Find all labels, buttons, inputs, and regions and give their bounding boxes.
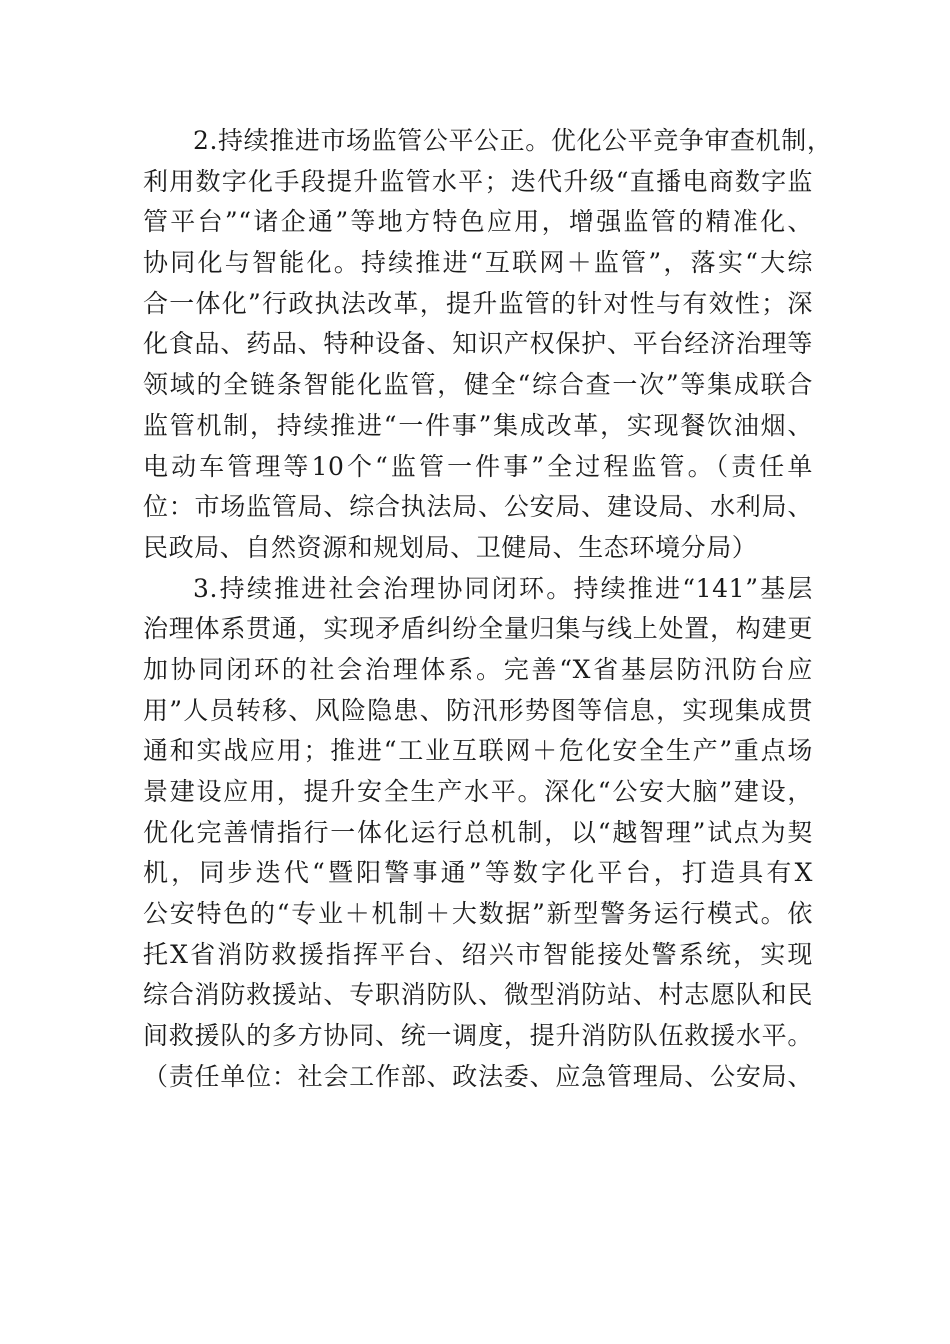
text-line: 电动车管理等10个“监管一件事”全过程监管。（责任单	[143, 451, 813, 481]
paragraph-social-governance	[143, 569, 813, 1098]
text-line: 用”人员转移、风险隐患、防汛形势图等信息，实现集成贯	[143, 695, 813, 725]
text-line: 民政局、自然资源和规划局、卫健局、生态环境分局）	[143, 532, 758, 562]
text-line: 间救援队的多方协同、统一调度，提升消防队伍救援水平。	[143, 1021, 813, 1051]
text-line: 监管机制，持续推进“一件事”集成改革，实现餐饮油烟、	[143, 410, 813, 440]
text-line: 公安特色的“专业＋机制＋大数据”新型警务运行模式。依	[143, 899, 813, 929]
text-line: 化食品、药品、特种设备、知识产权保护、平台经济治理等	[143, 329, 813, 359]
text-line: 优化完善情指行一体化运行总机制，以“越智理”试点为契	[143, 817, 813, 847]
text-line: 加协同闭环的社会治理体系。完善“X省基层防汛防台应	[143, 654, 813, 684]
text-line: 机，同步迭代“暨阳警事通”等数字化平台，打造具有X	[143, 858, 813, 888]
text-line: 综合消防救援站、专职消防队、微型消防站、村志愿队和民	[143, 980, 813, 1010]
text-line: 通和实战应用；推进“工业互联网＋危化安全生产”重点场	[143, 736, 813, 766]
text-line: 治理体系贯通，实现矛盾纠纷全量归集与线上处置，构建更	[143, 614, 813, 644]
text-line: 合一体化”行政执法改革，提升监管的针对性与有效性；深	[143, 288, 813, 318]
text-line: 景建设应用，提升安全生产水平。深化“公安大脑”建设，	[143, 777, 813, 806]
text-line: 管平台”“诸企通”等地方特色应用，增强监管的精准化、	[143, 207, 813, 237]
text-line: 托X省消防救援指挥平台、绍兴市智能接处警系统，实现	[143, 939, 813, 969]
text-line: （责任单位：社会工作部、政法委、应急管理局、公安局、	[143, 1061, 813, 1091]
document-body	[143, 121, 833, 1098]
text-line: 2.持续推进市场监管公平公正。优化公平竞争审查机制，	[193, 126, 833, 155]
text-line: 利用数字化手段提升监管水平；迭代升级“直播电商数字监	[143, 166, 813, 196]
paragraph-market-supervision	[143, 121, 833, 569]
text-line: 领域的全链条智能化监管，健全“综合查一次”等集成联合	[143, 370, 813, 400]
text-line: 位：市场监管局、综合执法局、公安局、建设局、水利局、	[143, 492, 813, 522]
text-line: 协同化与智能化。持续推进“互联网＋监管”，落实“大综	[143, 248, 813, 278]
text-line: 3.持续推进社会治理协同闭环。持续推进“141”基层	[193, 573, 813, 603]
